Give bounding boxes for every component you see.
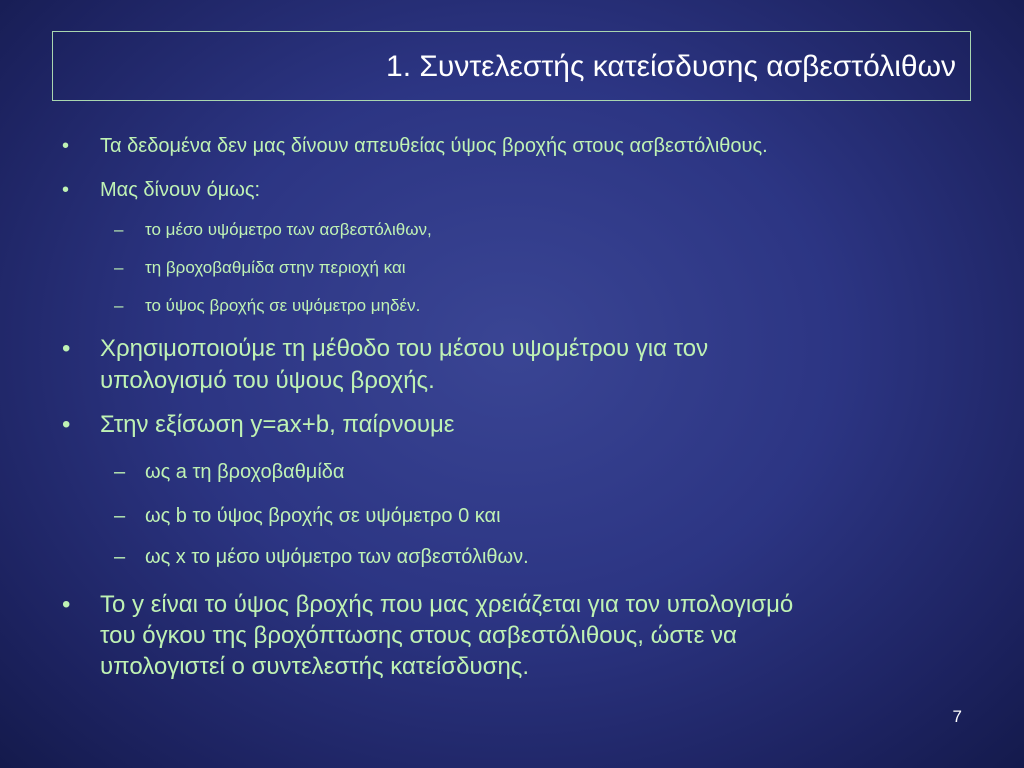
bullet-text: υπολογισμό του ύψους βροχής. (100, 367, 435, 394)
sub-bullet-mark: – (114, 258, 124, 277)
bullet-text: Τα δεδομένα δεν μας δίνουν απευθείας ύψος βροχής στους ασβεστόλιθους. (100, 135, 768, 157)
bullet-mark: • (62, 135, 70, 157)
sub-bullet-mark: – (114, 296, 124, 315)
sub-bullet-text: το μέσο υψόμετρο των ασβεστόλιθων, (145, 220, 432, 239)
sub-bullet-text: ως a τη βροχοβαθμίδα (145, 461, 345, 483)
slide-number: 7 (952, 707, 962, 726)
bullet-mark: • (62, 591, 71, 618)
bullet-text: του όγκου της βροχόπτωσης στους ασβεστόλιθους, ώστε να (100, 622, 737, 649)
sub-bullet-text: τη βροχοβαθμίδα στην περιοχή και (145, 258, 406, 277)
sub-bullet-mark: – (114, 546, 126, 568)
sub-bullet-mark: – (114, 505, 126, 527)
bullet-mark: • (62, 411, 71, 438)
sub-bullet-text: ως x το μέσο υψόμετρο των ασβεστόλιθων. (145, 546, 529, 568)
bullet-mark: • (62, 335, 71, 362)
bullet-text: Μας δίνουν όμως: (100, 179, 261, 201)
sub-bullet-text: το ύψος βροχής σε υψόμετρο μηδέν. (145, 296, 421, 315)
slide-title: 1. Συντελεστής κατείσδυσης ασβεστόλιθων (386, 50, 956, 83)
bullet-mark: • (62, 179, 70, 201)
sub-bullet-mark: – (114, 220, 124, 239)
sub-bullet-mark: – (114, 461, 126, 483)
bullet-text: υπολογιστεί ο συντελεστής κατείσδυσης. (100, 653, 530, 680)
bullet-text: Το y είναι το ύψος βροχής που μας χρειάζεται για τον υπολογισμό (100, 591, 794, 618)
sub-bullet-text: ως b το ύψος βροχής σε υψόμετρο 0 και (145, 505, 501, 527)
bullet-text: Χρησιμοποιούμε τη μέθοδο του μέσου υψομέτρου για τον (100, 335, 709, 362)
bullet-text: Στην εξίσωση y=ax+b, παίρνουμε (100, 411, 455, 438)
